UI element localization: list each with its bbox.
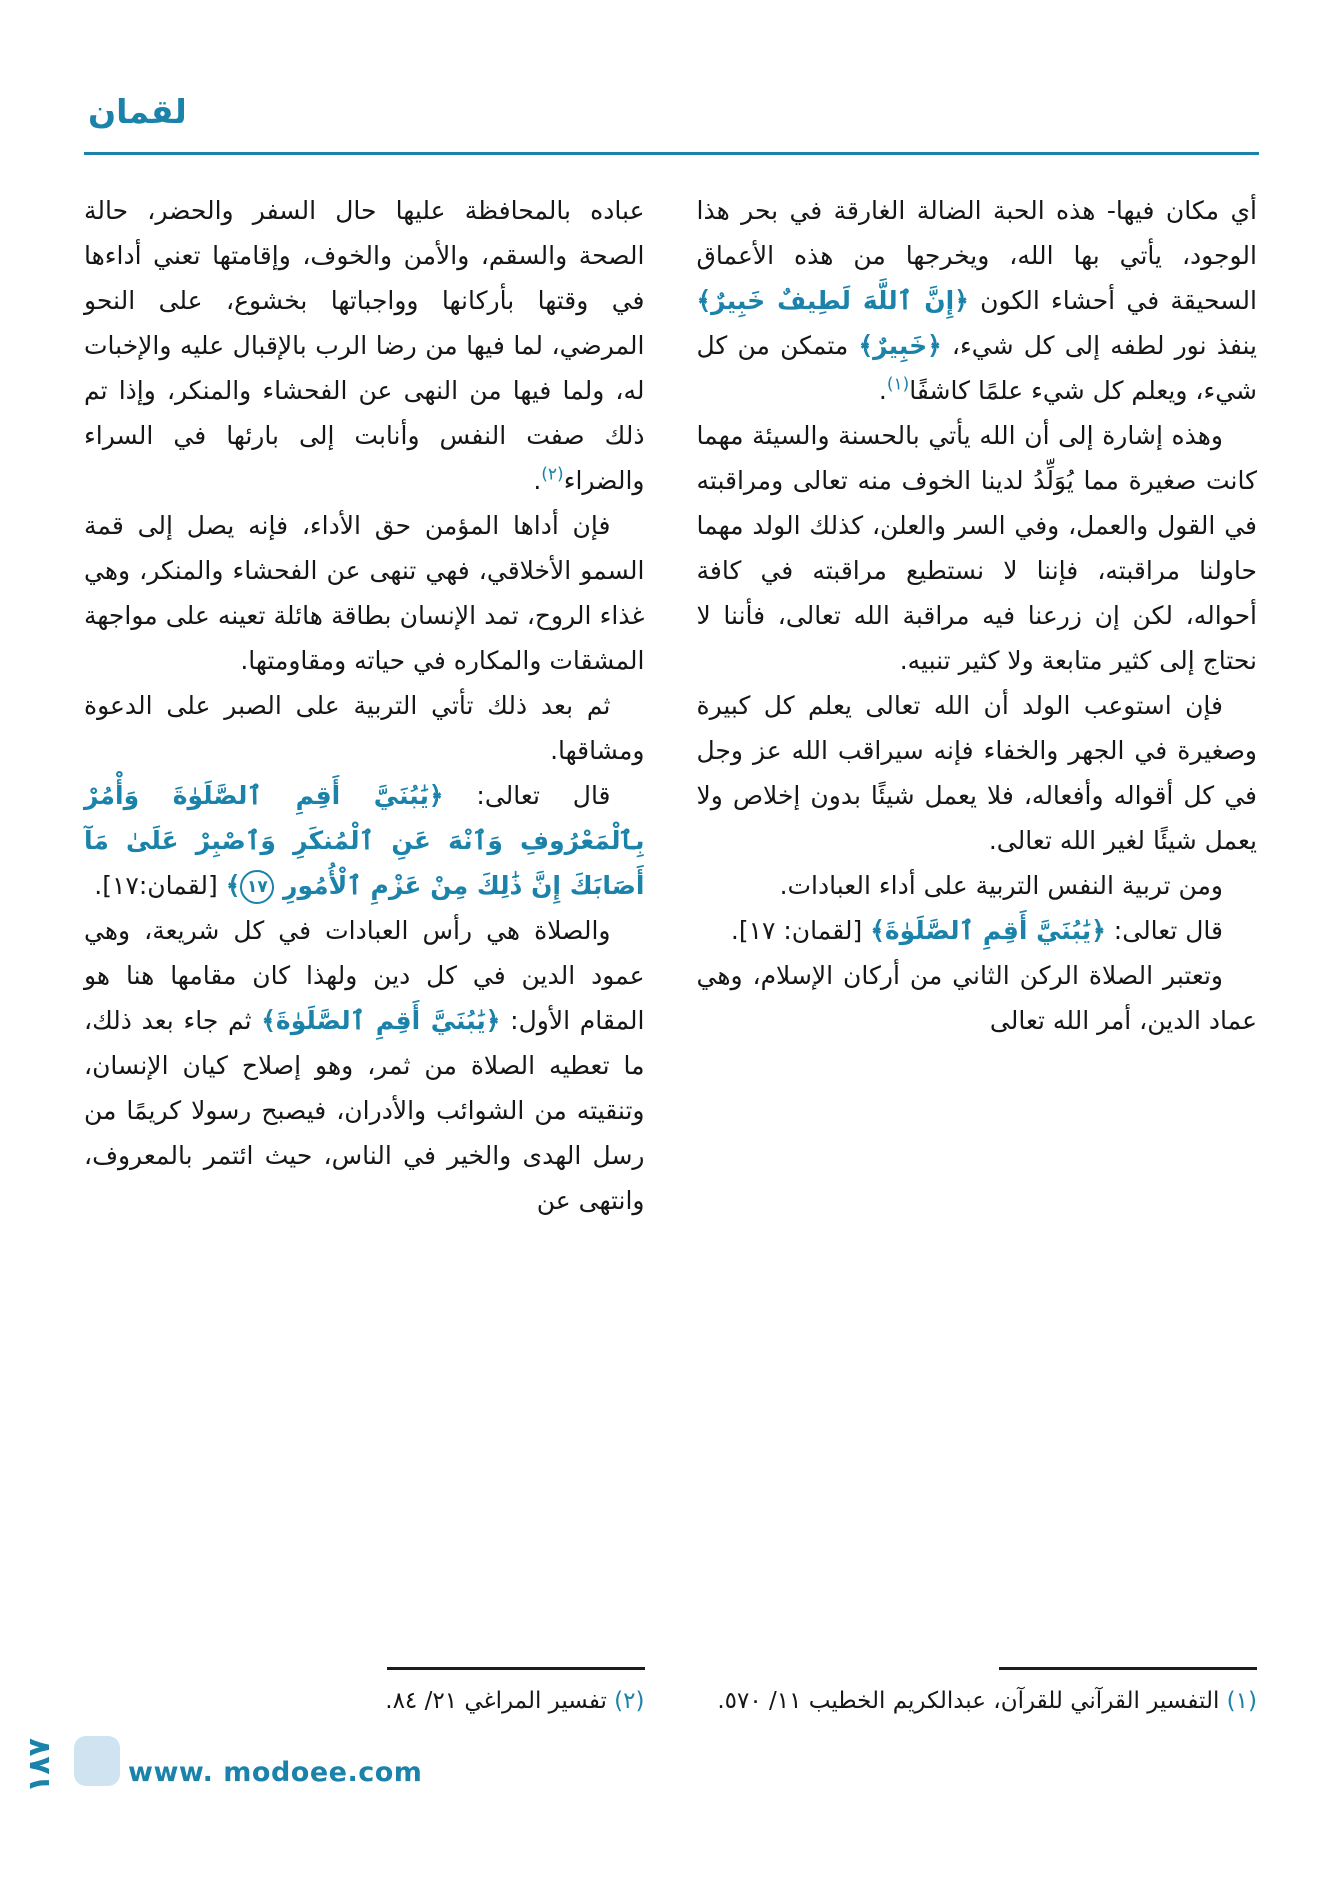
ayah-number-badge: ١٧ xyxy=(240,870,274,904)
paragraph xyxy=(697,413,1258,683)
surah-title: لقمان xyxy=(88,92,187,131)
footnote xyxy=(697,1682,1258,1722)
column-left-footnotes xyxy=(84,1657,645,1722)
body-text: [لقمان:١٧]. xyxy=(94,871,226,900)
footnote-marker: (٢) xyxy=(614,1688,645,1715)
body-text: ينفذ نور لطفه إلى كل شيء، xyxy=(941,331,1257,360)
footnote-divider xyxy=(387,1667,645,1670)
page-number: ١٨٧ xyxy=(21,1738,57,1793)
column-left xyxy=(84,188,645,1722)
body-text: فإن استوعب الولد أن الله تعالى يعلم كل كبيرة وصغيرة في الجهر والخفاء فإنه سيراقب الله عز وجل في كل أقواله وأفعاله، فلا يعمل شيئًا بدون إخلاص ولا يعمل شيئًا لغير الله تعالى. xyxy=(696,691,1257,855)
header-divider xyxy=(84,152,1259,155)
body-text: ثم بعد ذلك تأتي التربية على الصبر على الدعوة ومشاقها. xyxy=(84,691,645,765)
quran-verse: ﴿يَٰبُنَيَّ أَقِمِ ٱلصَّلَوٰةَ﴾ xyxy=(261,1006,501,1035)
body-text: متمكن من كل شيء، ويعلم كل شيء علمًا كاشفًا xyxy=(696,331,1257,405)
body-text: قال تعالى: xyxy=(1105,916,1223,945)
page-content xyxy=(84,188,1257,1722)
footnote-ref: (٢) xyxy=(541,464,564,485)
paragraph xyxy=(84,188,645,503)
body-text: أي مكان فيها- هذه الحبة الضالة الغارقة في بحر هذا الوجود، يأتي بها الله، ويخرجها من هذه الأعماق السحيقة في أحشاء الكون xyxy=(696,196,1257,315)
paragraph xyxy=(697,188,1258,413)
body-text: . xyxy=(878,376,887,405)
quran-verse: ﴿إِنَّ ٱللَّهَ لَطِيفٌ خَبِيرٌ﴾ xyxy=(696,286,969,315)
footnote-marker: (١) xyxy=(1226,1688,1257,1715)
website-url: www. modoee.com xyxy=(128,1757,423,1788)
footnote-ref: (١) xyxy=(886,374,910,395)
footer-tab xyxy=(74,1736,120,1786)
paragraph xyxy=(697,953,1258,1043)
paragraph xyxy=(697,863,1258,908)
body-text: . xyxy=(533,466,542,495)
column-right-footnotes xyxy=(697,1657,1258,1722)
body-text: [لقمان: ١٧]. xyxy=(730,916,871,945)
body-text: وتعتبر الصلاة الركن الثاني من أركان الإسلام، وهي عماد الدين، أمر الله تعالى xyxy=(696,961,1257,1035)
paragraph xyxy=(697,683,1258,863)
column-right-text xyxy=(697,188,1258,1043)
quran-verse: ﴿يَٰبُنَيَّ أَقِمِ ٱلصَّلَوٰةَ وَأْمُرْ بِٱلْمَعْرُوفِ وَٱنْهَ عَنِ ٱلْمُنكَرِ وَٱصْبِرْ عَلَىٰ مَآ أَصَابَكَ إِنَّ ذَٰلِكَ مِنْ عَزْمِ ٱلْأُمُورِ xyxy=(84,781,645,900)
column-right xyxy=(697,188,1258,1722)
paragraph xyxy=(84,683,645,773)
footnote xyxy=(84,1682,645,1722)
column-left-text xyxy=(84,188,645,1223)
quran-verse: ﴾ xyxy=(225,871,241,900)
body-text: ثم جاء بعد ذلك، ما تعطيه الصلاة من ثمر، وهو إصلاح كيان الإنسان، وتنقيته من الشوائب والأدران، فيصبح رسولا كريمًا من رسل الهدى والخير في الناس، حيث ائتمر بالمعروف، وانتهى عن xyxy=(84,1006,645,1215)
body-text: التفسير القرآني للقرآن، عبدالكريم الخطيب ١١/ ٥٧٠. xyxy=(717,1688,1227,1715)
quran-verse: ﴿خَبِيرٌ﴾ xyxy=(858,331,942,360)
body-text: عباده بالمحافظة عليها حال السفر والحضر، حالة الصحة والسقم، والأمن والخوف، وإقامتها تعني أداءها في وقتها بأركانها وواجباتها بخشوع، على النحو المرضي، لما فيها من رضا الرب بالإقبال عليه والإخبات له، ولما فيها من النهى عن الفحشاء والمنكر، وإذا تم ذلك صفت النفس وأنابت إلى بارئها في السراء والضراء xyxy=(84,196,645,495)
paragraph xyxy=(84,908,645,1223)
body-text: فإن أداها المؤمن حق الأداء، فإنه يصل إلى قمة السمو الأخلاقي، فهي تنهى عن الفحشاء والمنكر، وهي غذاء الروح، تمد الإنسان بطاقة هائلة تعينه على مواجهة المشقات والمكاره في حياته ومقاومتها. xyxy=(84,511,645,675)
body-text: وهذه إشارة إلى أن الله يأتي بالحسنة والسيئة مهما كانت صغيرة مما يُوَلِّدُ لدينا الخوف منه تعالى ومراقبته في القول والعمل، وفي السر والعلن، كذلك الولد مهما حاولنا مراقبته، فإننا لا نستطيع مراقبته في كافة أحواله، لكن إن زرعنا فيه مراقبة الله تعالى، فأننا لا نحتاج إلى كثير متابعة ولا كثير تنبيه. xyxy=(696,421,1257,675)
body-text: تفسير المراغي ٢١/ ٨٤. xyxy=(385,1688,615,1715)
footnote-divider xyxy=(999,1667,1257,1670)
body-text: قال تعالى: xyxy=(443,781,611,810)
body-text: والصلاة هي رأس العبادات في كل شريعة، وهي عمود الدين في كل دين ولهذا كان مقامها هنا هو المقام الأول: xyxy=(84,916,645,1035)
quran-verse: ﴿يَٰبُنَيَّ أَقِمِ ٱلصَّلَوٰةَ﴾ xyxy=(870,916,1106,945)
paragraph xyxy=(697,908,1258,953)
paragraph xyxy=(84,773,645,908)
body-text: ومن تربية النفس التربية على أداء العبادات. xyxy=(779,871,1223,900)
paragraph xyxy=(84,503,645,683)
